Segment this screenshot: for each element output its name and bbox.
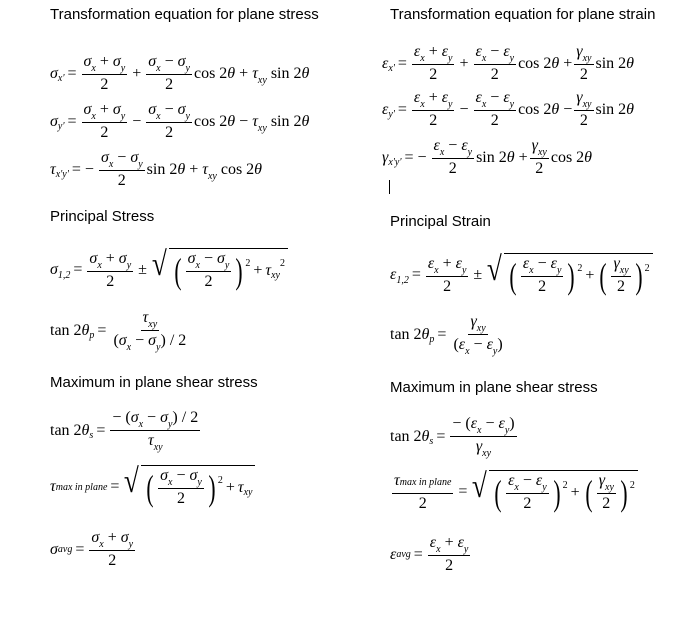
max-shear-stress-heading: Maximum in plane shear stress — [50, 374, 258, 391]
eps-y-prime-equation: ε y' = $\frac{\varepsilon_x + \varepsilon_y}{2}$ − $\frac{\varepsilon_x - \varepsilon_y}{2}$ cos 2θ − $\frac{\gamma_{xy}}{2}$ sin 2θ — [382, 89, 635, 129]
shear-strain-angle-equation: tan 2θ s = $\frac{- (\varepsilon_x - \varepsilon_y)}{\gamma_{xy}}$ — [390, 415, 515, 459]
principal-stress-equation: σ 1,2 = $\frac{\sigma_x + \sigma_y}{2}$ ± √ ( $\frac{\sigma_x - \sigma_y}{2}$ ) 2 + τ xy 2 — [50, 248, 288, 292]
eps-avg-equation: ε avg = $\frac{\varepsilon_x + \varepsilon_y}{2}$ — [390, 534, 469, 574]
sigma-x-prime-equation: σ x' = $\frac{\sigma_x + \sigma_y}{2}$ + $\frac{\sigma_x - \sigma_y}{2}$ $\cos 2\theta + \tau_{xy}$ sin 2θ — [50, 53, 310, 93]
gamma-xy-prime-equation: γ x'y' = − $\frac{\varepsilon_x - \varepsilon_y}{2}$ sin 2θ + $\frac{\gamma_{xy}}{2}$ cos 2θ — [382, 137, 593, 177]
eps-x-prime-equation: ε x' = $\frac{\varepsilon_x + \varepsilon_y}{2}$ + $\frac{\varepsilon_x - \varepsilon_y}{2}$ cos 2θ + $\frac{\gamma_{xy}}{2}$ sin 2θ — [382, 43, 635, 83]
shear-angle-equation: tan 2θ s = $\frac{- (\sigma_x - \sigma_y) / 2}{\tau_{xy}}$ — [50, 409, 199, 453]
tau-xy-prime-equation: τ x'y' = − $\frac{\sigma_x - \sigma_y}{2}$ $\sin 2\theta + \tau_{xy}$ cos 2θ — [50, 149, 263, 189]
max-shear-strain-heading: Maximum in plane shear stress — [390, 379, 598, 396]
plane-strain-heading: Transformation equation for plane strain — [390, 6, 656, 23]
avg-strain-label: avg — [396, 549, 411, 560]
max-shear-strain-equation: $\frac{\text{τmax in plane}}{2}$ = √ ( $\frac{\varepsilon_x - \varepsilon_y}{2}$ ) 2 + ( $\frac{\gamma_{xy}}{2}$ ) 2 — [390, 470, 638, 514]
principal-angle-equation: tan 2θ p = $\frac{\tau_{xy}}{(\sigma_x - \sigma_y) / 2}$ — [50, 309, 187, 353]
plane-stress-heading: Transformation equation for plane stress — [50, 6, 319, 23]
sigma-avg-equation: σ avg = $\frac{\sigma_x + \sigma_y}{2}$ — [50, 529, 134, 569]
principal-strain-angle-equation: tan 2θ p = $\frac{\gamma_{xy}}{(\varepsilon_x - \varepsilon_y)}$ — [390, 313, 503, 357]
max-shear-equation: τ max in plane = √ ( $\frac{\sigma_x - \sigma_y}{2}$ ) 2 + τ xy — [50, 465, 255, 509]
principal-strain-heading: Principal Strain — [390, 213, 491, 230]
principal-stress-heading: Principal Stress — [50, 208, 155, 225]
sigma-y-prime-equation: σ y' = $\frac{\sigma_x + \sigma_y}{2}$ − $\frac{\sigma_x - \sigma_y}{2}$ $\cos 2\theta - \tau_{xy}$ sin 2θ — [50, 101, 310, 141]
avg-label: avg — [57, 544, 73, 555]
max-in-plane-strain-label: max in plane — [399, 476, 452, 488]
max-in-plane-label: max in plane — [55, 481, 108, 493]
text-cursor — [389, 180, 390, 194]
principal-strain-equation: ε 1,2 = $\frac{\varepsilon_x + \varepsilon_y}{2}$ ± √ ( $\frac{\varepsilon_x - \varepsilon_y}{2}$ ) 2 + ( $\frac{\gamma_{xy}}{2}$ ) 2 — [390, 253, 653, 297]
